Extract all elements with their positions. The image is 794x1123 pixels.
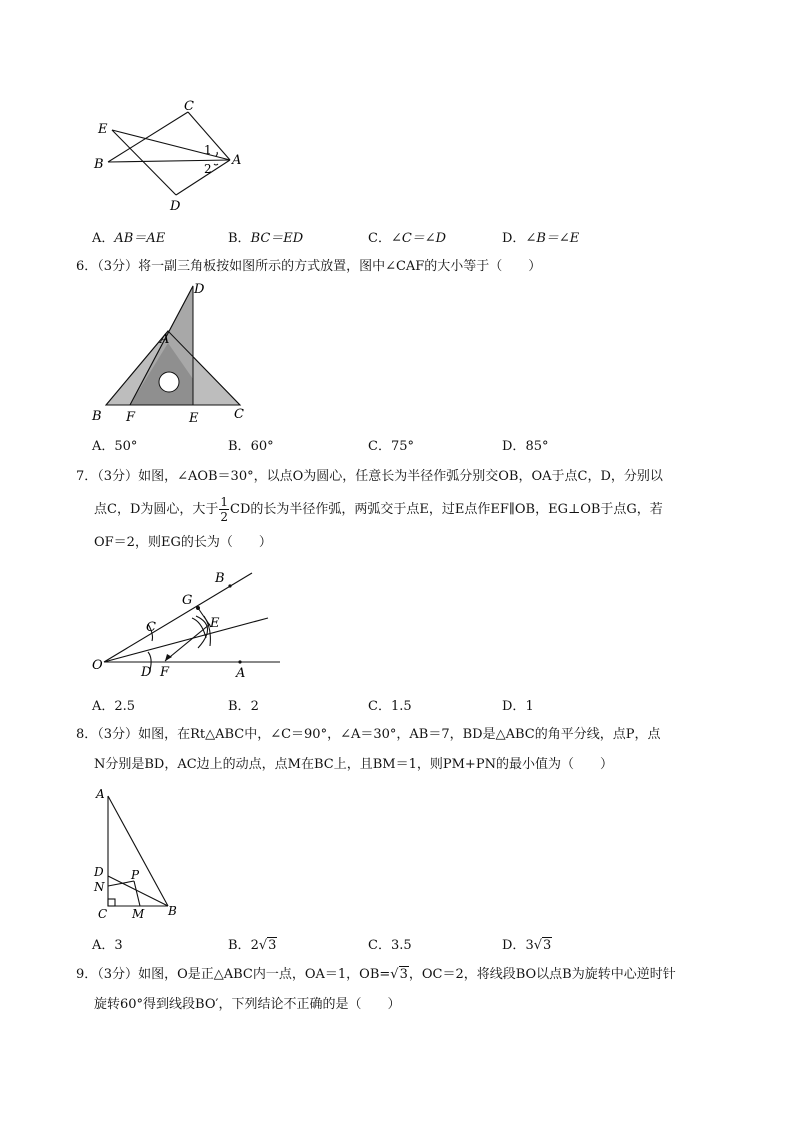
q7-label-G: G — [182, 593, 193, 608]
q6-label-F: F — [126, 410, 136, 425]
q5-angle-2: 2 — [204, 162, 212, 176]
q7-line-2: 点C，D为圆心，大于 $\frac{1}{2}$ CD的长为半径作弧，两弧交于点E，过E点作EF∥OB，EG⊥OB于点G，若 — [94, 495, 663, 524]
q6-label-E: E — [189, 411, 199, 426]
q5-option-c[interactable]: C．∠C＝∠D — [368, 231, 447, 246]
q6-label-B: B — [92, 409, 102, 424]
q8-option-c[interactable]: C．3.5 — [368, 938, 412, 953]
q5-label-D: D — [170, 199, 181, 214]
q6-figure — [88, 278, 258, 428]
q7-label-B: B — [215, 571, 225, 586]
q6-option-b[interactable]: B．60° — [228, 439, 274, 454]
q5-label-A: A — [232, 153, 242, 168]
q5-figure — [88, 98, 258, 218]
q9-line-2: 旋转60°得到线段BO′，下列结论不正确的是（ ） — [94, 997, 401, 1012]
q8-label-N: N — [94, 880, 105, 894]
q7-label-O: O — [92, 658, 103, 673]
q6-option-c[interactable]: C．75° — [368, 439, 414, 454]
q8-option-a[interactable]: A．3 — [92, 938, 123, 953]
q8-option-b[interactable]: B．2√3 — [228, 938, 277, 953]
q7-label-F: F — [160, 665, 170, 680]
q8-label-M: M — [132, 907, 145, 921]
sqrt-sign: √ — [533, 938, 543, 953]
q7-label-D: D — [141, 665, 152, 680]
q8-stem — [76, 720, 726, 780]
q7-figure — [88, 566, 288, 681]
q8-line-1: 8．（3分）如图，在Rt△ABC中，∠C＝90°，∠A＝30°，AB＝7，BD是△ABC的角平分线，点P，点 — [76, 727, 661, 742]
q8-label-B: B — [168, 904, 177, 918]
q7-fraction: $\frac{1}{2}$ — [220, 495, 229, 524]
q7-label-E: E — [210, 616, 220, 631]
q7-option-d[interactable]: D．1 — [502, 699, 534, 714]
q7-stem — [76, 462, 726, 558]
q7-line-1: 7．（3分）如图，∠AOB＝30°，以点O为圆心，任意长为半径作弧分别交OB，OA于点C，D，分别以 — [76, 469, 663, 484]
sqrt-sign: √ — [258, 938, 268, 953]
q5-option-d[interactable]: D．∠B＝∠E — [502, 231, 580, 246]
q8-label-A: A — [96, 787, 105, 801]
q8-line-2: N分别是BD，AC边上的动点，点M在BC上，且BM＝1，则PM+PN的最小值为（ ） — [94, 757, 613, 772]
q7-label-A: A — [236, 666, 246, 681]
q9-line-1: 9．（3分）如图，O是正△ABC内一点，OA＝1，OB=√3，OC＝2，将线段BO以点B为旋转中心逆时针 — [76, 967, 676, 982]
q7-option-a[interactable]: A．2.5 — [92, 699, 136, 714]
q5-label-E: E — [98, 122, 108, 137]
q5-label-C: C — [184, 99, 194, 114]
q8-figure — [88, 782, 188, 922]
q7-option-b[interactable]: B．2 — [228, 699, 259, 714]
q8-option-d[interactable]: D．3√3 — [502, 938, 552, 953]
q6-label-A: A — [160, 332, 170, 347]
q8-label-C: C — [98, 907, 108, 921]
q5-angle-1: 1 — [204, 143, 212, 157]
q5-label-B: B — [94, 157, 104, 172]
q8-label-D: D — [94, 865, 104, 879]
q6-label-C: C — [234, 407, 244, 422]
q6-stem: 6．（3分）将一副三角板按如图所示的方式放置，图中∠CAF的大小等于（ ） — [76, 259, 542, 274]
q5-option-a[interactable]: A．AB＝AE — [92, 231, 166, 246]
q6-option-d[interactable]: D．85° — [502, 439, 549, 454]
q7-label-C: C — [146, 620, 156, 635]
q7-option-c[interactable]: C．1.5 — [368, 699, 412, 714]
q6-label-D: D — [194, 282, 205, 297]
sqrt-sign: √ — [390, 967, 399, 982]
q8-label-P: P — [131, 868, 140, 882]
q6-option-a[interactable]: A．50° — [92, 439, 138, 454]
q9-stem — [76, 960, 726, 1020]
q5-option-b[interactable]: B．BC＝ED — [228, 231, 304, 246]
q7-line-3: OF＝2，则EG的长为（ ） — [94, 535, 272, 550]
